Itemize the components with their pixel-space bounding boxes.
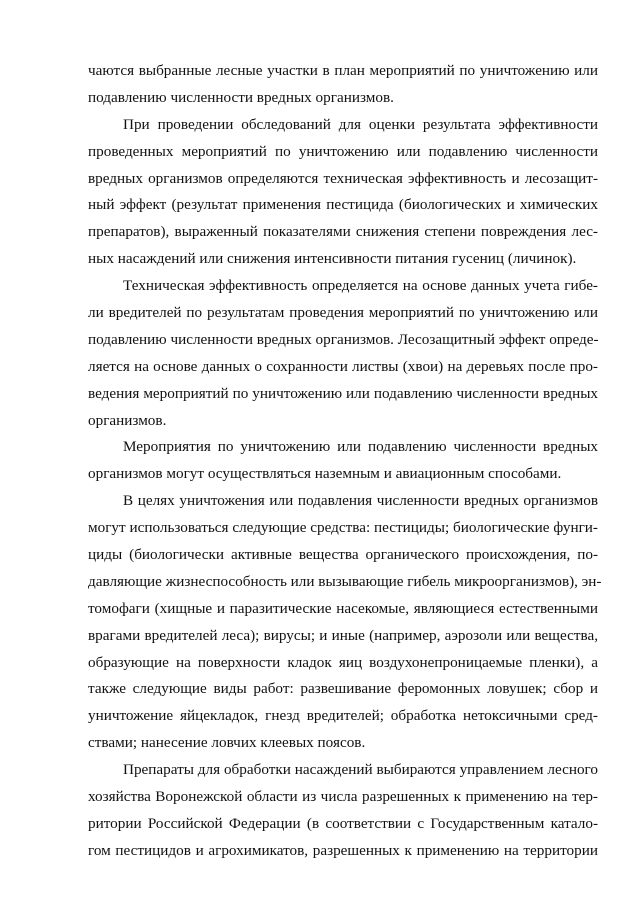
text-line: препаратов), выраженный показателями снижения степени повреждения лес- (88, 223, 598, 241)
paragraph-5 (88, 488, 602, 757)
text-line: чаются выбранные лесные участки в план мероприятий по уничтожению или (88, 62, 598, 79)
text-line: томофаги (хищные и паразитические насекомые, являющиеся естественными (88, 599, 598, 617)
text-line: ных насаждений или снижения интенсивности питания гусениц (личинок). (88, 250, 577, 268)
text-line: гом пестицидов и агрохимикатов, разрешенных к применению на территории (88, 841, 598, 859)
text-line: ляется на основе данных о сохранности листвы (хвои) на деревьях после про- (88, 357, 598, 375)
paragraph-2 (88, 112, 598, 273)
text-line: циды (биологически активные вещества органического происхождения, по- (88, 546, 598, 564)
text-line: врагами вредителей леса); вирусы; и иные (например, аэрозоли или вещества, (88, 626, 598, 644)
text-line: ведения мероприятий по уничтожению или подавлению численности вредных (88, 384, 598, 402)
text-line: В целях уничтожения или подавления численности вредных организмов (123, 492, 598, 510)
paragraph-1 (88, 58, 598, 112)
text-line: Мероприятия по уничтожению или подавлению численности вредных (123, 438, 598, 456)
document-page (88, 58, 602, 865)
text-line: При проведении обследований для оценки результата эффективности (123, 115, 598, 133)
text-line: Препараты для обработки насаждений выбираются управлением лесного (123, 761, 598, 779)
text-line: Техническая эффективность определяется на основе данных учета гибе- (123, 277, 598, 295)
text-line: также следующие виды работ: развешивание феромонных ловушек; сбор и (88, 680, 598, 698)
text-line: ли вредителей по результатам проведения мероприятий по уничтожению или (88, 304, 598, 322)
text-line: организмов могут осуществляться наземным и авиационным способами. (88, 465, 562, 483)
text-line: подавлению численности вредных организмов. (88, 88, 394, 106)
text-line: организмов. (88, 411, 167, 429)
text-line: ритории Российской Федерации (в соответствии с Государственным катало- (88, 814, 598, 832)
paragraph-4 (88, 434, 598, 488)
text-line: ствами; нанесение ловчих клеевых поясов. (88, 734, 366, 752)
text-line: ный эффект (результат применения пестицида (биологических и химических (88, 196, 598, 214)
text-line: хозяйства Воронежской области из числа разрешенных к применению на тер- (88, 788, 598, 806)
text-line: образующие на поверхности кладок яиц воздухонепроницаемые пленки), а (88, 653, 598, 671)
text-line: вредных организмов определяются техническая эффективность и лесозащит- (88, 169, 598, 187)
text-line: давляющие жизнеспособность или вызывающие гибель микроорганизмов), эн- (88, 572, 602, 590)
text-line: уничтожение яйцекладок, гнезд вредителей; обработка нетоксичными сред- (88, 707, 598, 725)
text-line: проведенных мероприятий по уничтожению или подавлению численности (88, 142, 598, 160)
paragraph-3 (88, 273, 598, 434)
paragraph-6 (88, 757, 598, 865)
text-line: подавлению численности вредных организмов. Лесозащитный эффект опреде- (88, 330, 599, 348)
text-line: могут использоваться следующие средства: пестициды; биологические фунги- (88, 519, 598, 537)
